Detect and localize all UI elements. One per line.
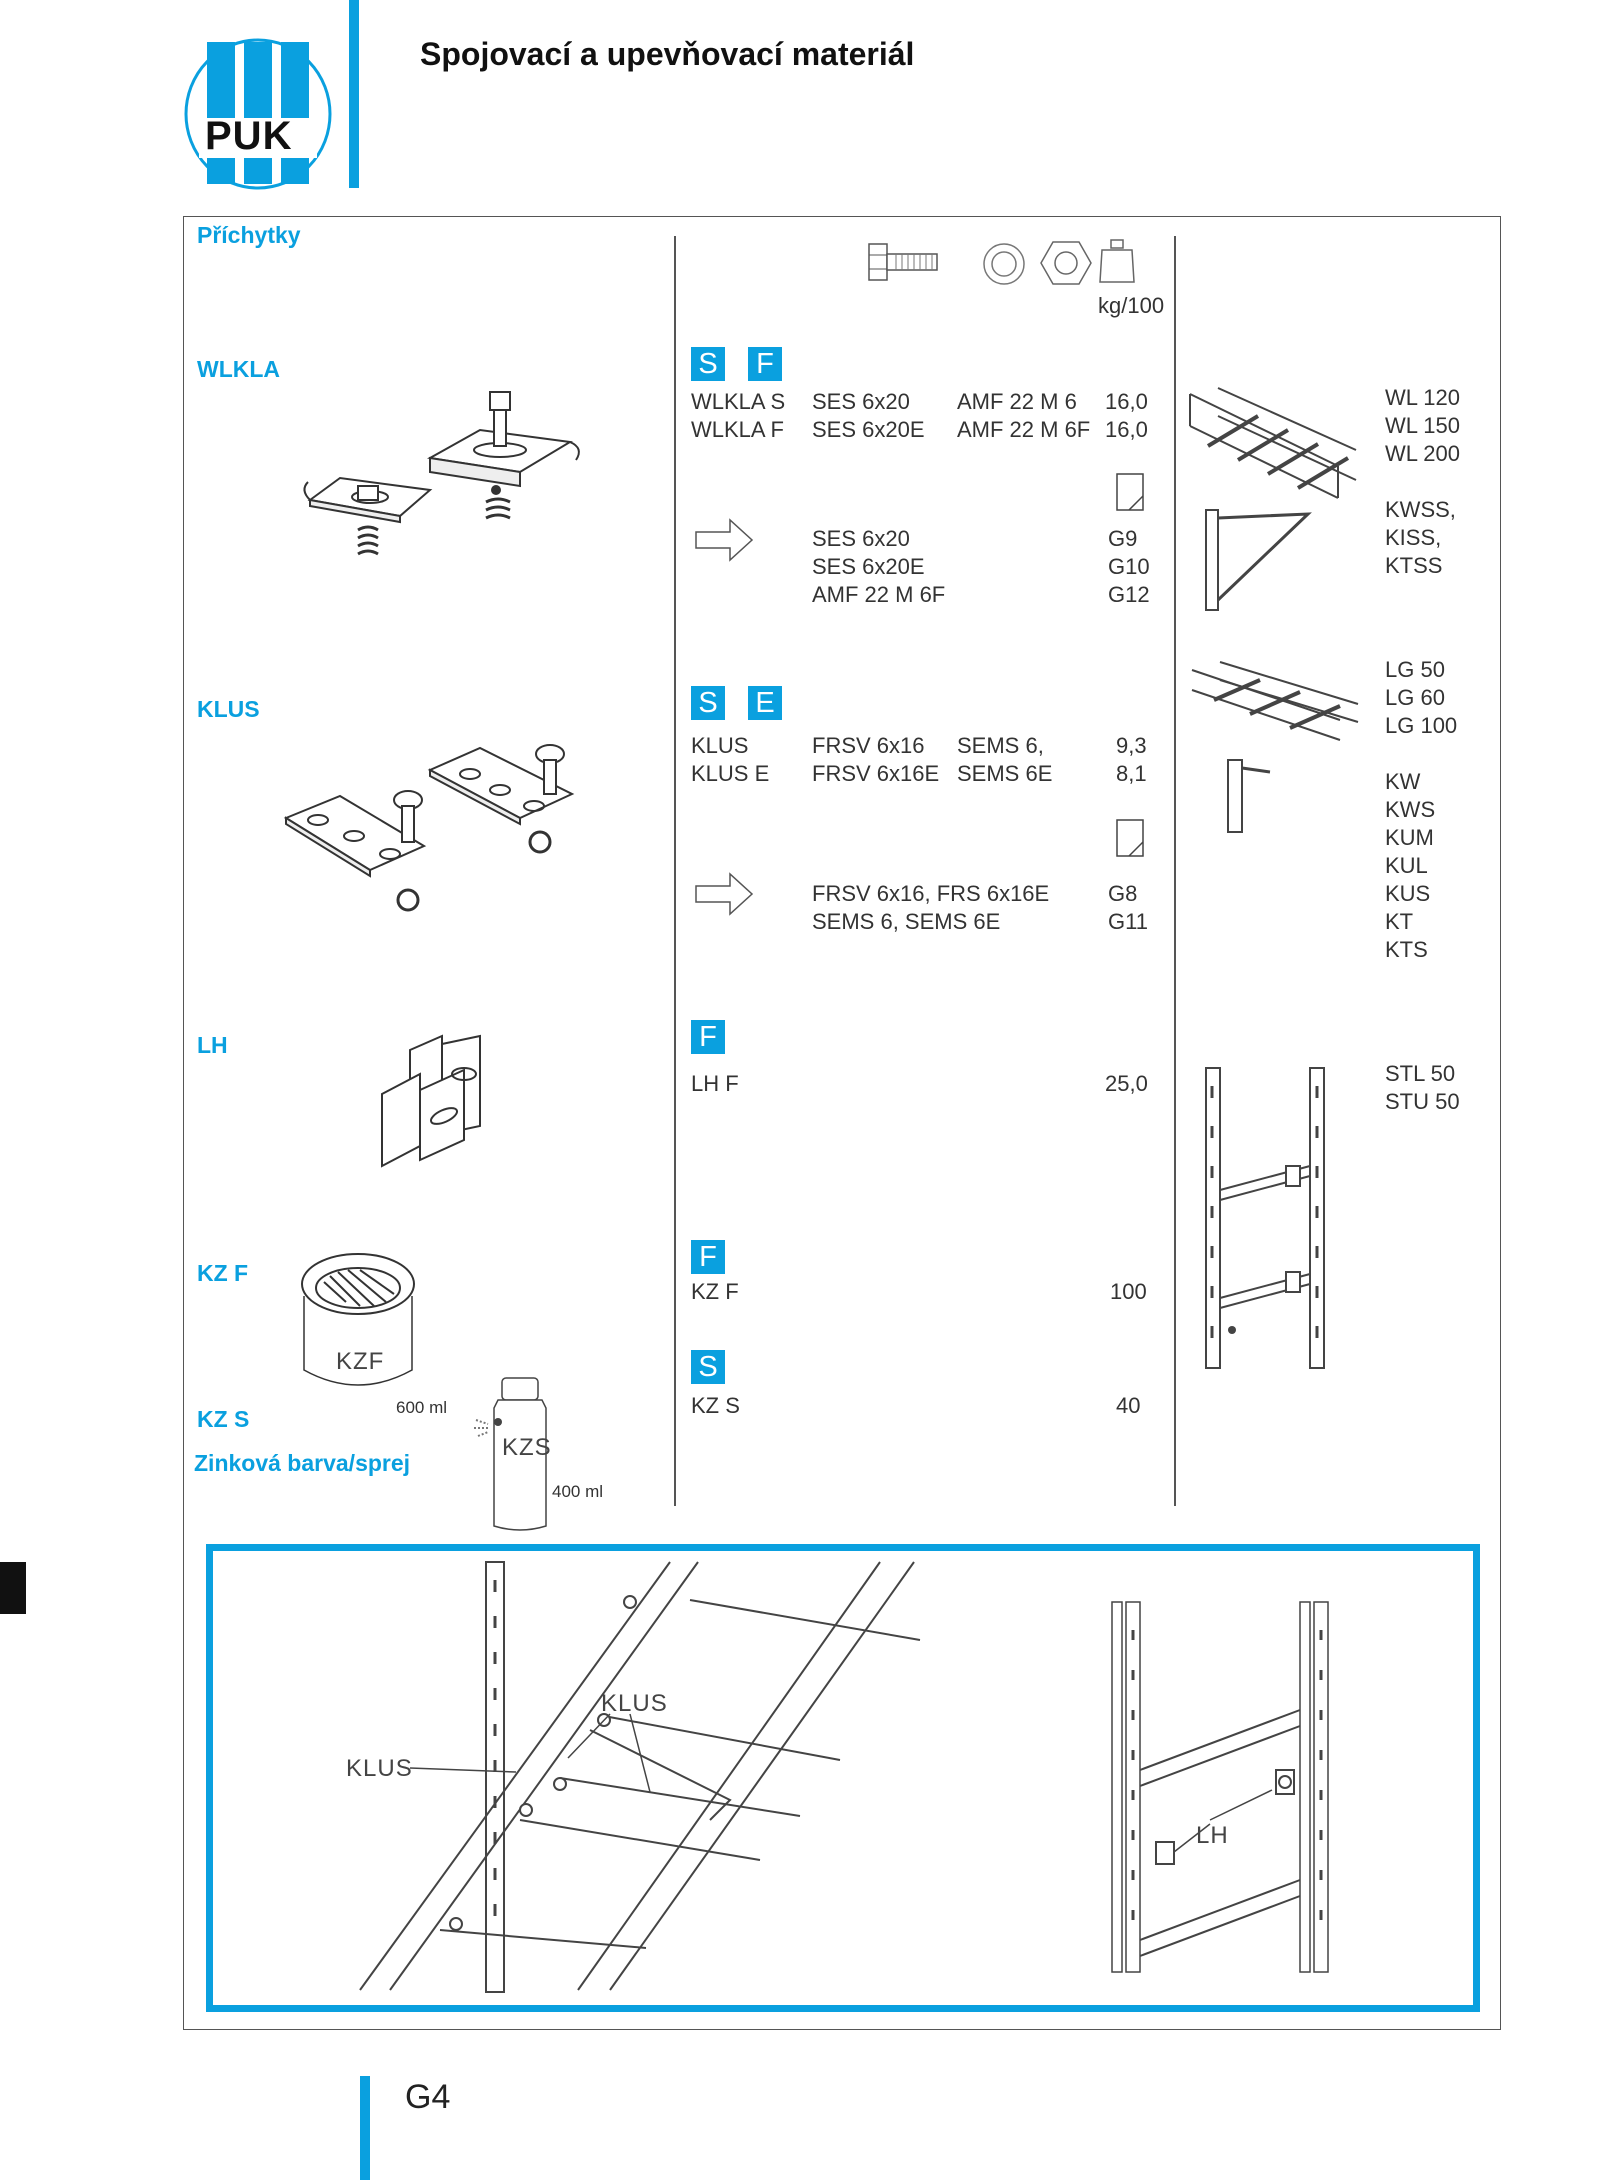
klus-row-1-nut: SEMS 6,: [957, 733, 1044, 758]
klus-row-2-weight: 8,1: [1116, 761, 1147, 786]
kzf-paint-can-image: [296, 1250, 426, 1405]
klus-row-2-nut: SEMS 6E: [957, 761, 1053, 786]
bolt-icon: [868, 240, 940, 289]
wlkla-ref-3-page: G12: [1108, 582, 1150, 607]
wlkla-row-2-weight: 16,0: [1105, 417, 1148, 442]
ladder-lh-illustration: [1110, 1600, 1330, 1985]
zinc-paint-title: Zinková barva/sprej: [194, 1450, 411, 1476]
klus-callout-2: KLUS: [601, 1690, 668, 1717]
klus-row-1-screw: FRSV 6x16: [812, 733, 925, 758]
klus-applies-8: KUL: [1385, 853, 1428, 878]
wlkla-clamp-image: [300, 390, 600, 595]
klus-applies-11: KTS: [1385, 937, 1428, 962]
arrow-right-icon: [694, 518, 754, 567]
kzf-volume: 600 ml: [396, 1398, 448, 1417]
side-tab-marker: [0, 1562, 26, 1614]
kzs-can-label: KZS: [502, 1434, 552, 1461]
lg-tray-image: [1190, 660, 1360, 845]
badge-s: S: [691, 1350, 725, 1384]
lh-callout: LH: [1196, 1822, 1229, 1849]
weight-icon: [1098, 238, 1136, 289]
wlkla-row-2-nut: AMF 22 M 6F: [957, 417, 1091, 442]
kzf-row-code: KZ F: [691, 1279, 739, 1304]
wlkla-applies-1: WL 120: [1385, 385, 1461, 410]
lh-connector-image: [380, 1030, 500, 1175]
page-ref-icon: [1115, 472, 1145, 517]
klus-applies-9: KUS: [1385, 881, 1431, 906]
wlkla-row-2-code: WLKLA F: [691, 417, 784, 442]
klus-applies-10: KT: [1385, 909, 1414, 934]
wlkla-applies-6: KISS,: [1385, 525, 1442, 550]
wlkla-ref-3-item: AMF 22 M 6F: [812, 582, 946, 607]
klus-applies-1: LG 50: [1385, 657, 1445, 682]
klus-applies-6: KWS: [1385, 797, 1436, 822]
category-klus: KLUS: [197, 696, 260, 722]
klus-row-1-code: KLUS: [691, 733, 749, 758]
unit-label: kg/100: [1098, 293, 1165, 318]
ladder-klus-illustration: [320, 1560, 960, 2005]
arrow-right-icon: [694, 872, 754, 921]
wlkla-row-1-nut: AMF 22 M 6: [957, 389, 1077, 414]
wlkla-applies-3: WL 200: [1385, 441, 1461, 466]
category-kzs: KZ S: [197, 1406, 250, 1432]
wlkla-applies-7: KTSS: [1385, 553, 1443, 578]
wlkla-row-1-weight: 16,0: [1105, 389, 1148, 414]
footer-bar: [360, 2076, 370, 2180]
wlkla-ref-2-page: G10: [1108, 554, 1150, 579]
washer-icon: [982, 242, 1026, 291]
lh-row-code: LH F: [691, 1071, 739, 1096]
klus-plate-image: [280, 730, 610, 925]
wlkla-ref-1-page: G9: [1108, 526, 1138, 551]
kzs-volume: 400 ml: [552, 1482, 604, 1501]
klus-applies-7: KUM: [1385, 825, 1434, 850]
lh-row-weight: 25,0: [1105, 1071, 1148, 1096]
wlkla-row-1-code: WLKLA S: [691, 389, 786, 414]
badge-s: S: [691, 347, 725, 381]
badge-e: E: [748, 686, 782, 720]
badge-f: F: [691, 1020, 725, 1054]
klus-ref-1-item: FRSV 6x16, FRS 6x16E: [812, 881, 1050, 906]
wlkla-ref-1-item: SES 6x20: [812, 526, 910, 551]
header-bar: [349, 0, 359, 188]
category-kzf: KZ F: [197, 1260, 249, 1286]
page-ref-icon: [1115, 818, 1145, 863]
klus-row-2-code: KLUS E: [691, 761, 770, 786]
lh-applies-1: STL 50: [1385, 1061, 1456, 1086]
column-divider-2: [1174, 236, 1176, 1506]
category-wlkla: WLKLA: [197, 356, 281, 382]
logo: [183, 36, 333, 191]
lh-applies-2: STU 50: [1385, 1089, 1460, 1114]
badge-f: F: [748, 347, 782, 381]
klus-ref-2-page: G11: [1108, 909, 1148, 934]
klus-row-2-screw: FRSV 6x16E: [812, 761, 940, 786]
stl-ladder-image: [1190, 1066, 1340, 1381]
logo-text: PUK: [205, 114, 293, 158]
klus-callout-1: KLUS: [346, 1755, 413, 1782]
kzs-row-weight: 40: [1116, 1393, 1141, 1418]
wlkla-ref-2-item: SES 6x20E: [812, 554, 925, 579]
section-title: Příchytky: [197, 222, 301, 248]
kzs-row-code: KZ S: [691, 1393, 740, 1418]
column-divider-1: [674, 236, 676, 1506]
wlkla-row-1-screw: SES 6x20: [812, 389, 910, 414]
category-lh: LH: [197, 1032, 228, 1058]
page-number: G4: [405, 2078, 451, 2116]
wlkla-row-2-screw: SES 6x20E: [812, 417, 925, 442]
wl-tray-image: [1188, 386, 1358, 621]
klus-applies-3: LG 100: [1385, 713, 1458, 738]
klus-ref-1-page: G8: [1108, 881, 1138, 906]
klus-ref-2-item: SEMS 6, SEMS 6E: [812, 909, 1001, 934]
wlkla-applies-5: KWSS,: [1385, 497, 1456, 522]
klus-applies-2: LG 60: [1385, 685, 1445, 710]
kzf-can-label: KZF: [336, 1348, 385, 1375]
hex-nut-icon: [1040, 240, 1092, 291]
klus-row-1-weight: 9,3: [1116, 733, 1147, 758]
page-title: Spojovací a upevňovací materiál: [420, 36, 915, 72]
badge-f: F: [691, 1240, 725, 1274]
wlkla-applies-2: WL 150: [1385, 413, 1461, 438]
kzf-row-weight: 100: [1110, 1279, 1147, 1304]
badge-s: S: [691, 686, 725, 720]
klus-applies-5: KW: [1385, 769, 1421, 794]
